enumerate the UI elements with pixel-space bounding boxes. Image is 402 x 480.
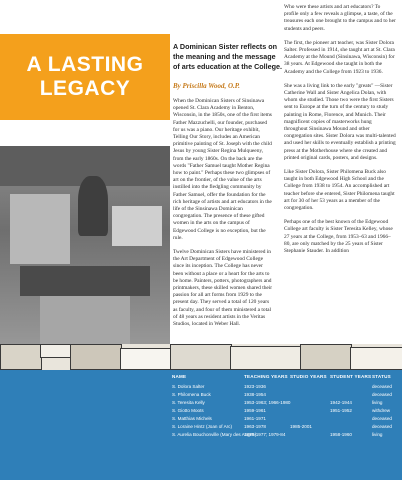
cell-name: S. Loraine Hintz (Joan of Arc) (172, 424, 233, 429)
paragraph: Who were these artists and art educators? To profile only a few reveals a glimpse, a taste, of the treasures each one brought to the campus and to her students and peers. (284, 4, 396, 32)
article-subtitle: A Dominican Sister reflects on the meaning and the message of arts education at the College. (173, 42, 283, 71)
cell-student-years: 1951-1952 (330, 408, 352, 413)
paragraph: She was a living link to the early "greats" —Sister Catherine Wall and Sister Angelica Dolan, with whom she studied. Those two were the first Sisters sent to Europe at the turn of the century to study painting in Rome, Florence, and Munich. Their magnificent copies of masterworks hung throughout Sinsinawa Mound and other congregation sites. Sister Dolora was multi-talented and used her skills to eventually establish a printing press at the Motherhouse where she created and printed original cards, posters, and designs. (284, 82, 396, 161)
paragraph: Like Sister Dolora, Sister Philomena Buck also taught in both Edgewood High School and the College from 1938 to 1954. An accomplished art teacher before she entered, Sister Philomena taught art for 30 of her 53 years as a member of the congregation. (284, 169, 395, 212)
cell-teaching-years: 1961-1971 (244, 416, 266, 421)
cell-student-years: 1942-1944 (330, 400, 352, 405)
table-row (172, 432, 396, 440)
cell-teaching-years: 1963-1978 (244, 424, 266, 429)
cell-status: deceased (372, 416, 392, 421)
cell-name: S. Philomena Buck (172, 392, 211, 397)
cell-status: living (372, 400, 383, 405)
cell-name: S. Teresita Kelly (172, 400, 205, 405)
cell-teaching-years: 1953-1963; 1966-1980 (244, 400, 291, 405)
cell-status: living (372, 432, 383, 437)
sisters-table-panel (0, 370, 402, 480)
table-row (172, 392, 396, 400)
paragraph: When the Dominican Sisters of Sinsinawa opened St. Clara Academy in Benton, Wisconsin, in the 1850s, one of the first items Father Mazzuchelli, our founder, purchased for us was a piano. Our heritage exhibit, Telling Our Story, includes an American primitive painting of St. Joseph with the child Jesus by young Sister Regina Mulqueeny, from the early 1860s. On the back are the words "Father Samuel taught Mother Regina how to paint." Perhaps these two glimpses of art on the frontier, of the value of the arts instilled into the fledgling community by Father Samuel, offer the foundation for the rich heritage of artists and art educators in the life of the Sinsinawa Dominican congregation. The presence of these gifted women in the arts on the campus of Edgewood College is no exception, but the rule. (173, 98, 272, 241)
cell-status: deceased (372, 384, 392, 389)
table-row (172, 416, 396, 424)
cell-name: S. Giotto Moots (172, 408, 204, 413)
cell-studio-years: 1985-2001 (290, 424, 312, 429)
title-banner (0, 34, 170, 120)
cell-status: deceased (372, 424, 392, 429)
title-line-1: A LASTING (26, 53, 144, 76)
column-header-status: STATUS (372, 374, 391, 379)
column-header-student-years: STUDENT YEARS (330, 374, 372, 379)
cell-status: withdrew (372, 408, 391, 413)
paragraph: The first, the pioneer art teacher, was Sister Dolora Salter. Professed in 1914, she taught art at St. Clara Academy at the Mound (Sinsinawa, Wisconsin) for 38 years. At Edgewood she taught in both the Academy and the College from 1923 to 1936. (284, 39, 395, 75)
table-row (172, 384, 396, 392)
stained-glass-artwork (0, 344, 402, 370)
column-header-name: NAME (172, 374, 187, 379)
cell-name: S. Dolora Salter (172, 384, 205, 389)
studio-photo (0, 146, 170, 358)
cell-teaching-years: 1959-1961 (244, 408, 266, 413)
cell-teaching-years: 1975-1977; 1979-84 (244, 432, 286, 437)
author-byline: By Priscilla Wood, O.P. (173, 82, 240, 90)
cell-student-years: 1958-1960 (330, 432, 352, 437)
paragraph: Twelve Dominican Sisters have ministered in the Art Department of Edgewood College since its inception. The College has never been without a place or a heart for the arts to be home. Painters, potters, photographers and printmakers, these skilled women shared their passion for all art forms from 1929 to the present day. They served a total of 120 years as faculty, and four of them ministered a total of 48 years as resident artists in the Veritas Studios, located in Weber Hall. (173, 249, 273, 328)
cell-name: S. Aurelia Bouchonville (Mary des Anges) (172, 432, 257, 437)
table-row (172, 424, 396, 432)
cell-teaching-years: 1938-1954 (244, 392, 266, 397)
table-row (172, 400, 396, 408)
cell-teaching-years: 1923-1936 (244, 384, 266, 389)
column-header-teaching-years: TEACHING YEARS (244, 374, 288, 379)
paragraph: Perhaps one of the best known of the Edgewood College art faculty is Sister Teresita Kelley, whose 27 years at the College, from 1953–63 and 1966–80, are only matched by the 25 years of Sister Stephanie Stauder. In addition (284, 219, 393, 255)
cell-status: deceased (372, 392, 392, 397)
column-header-studio-years: STUDIO YEARS (290, 374, 327, 379)
table-row (172, 408, 396, 416)
title-line-2: LEGACY (39, 77, 131, 100)
article-column-right (284, 4, 396, 262)
article-column-middle (173, 98, 273, 335)
cell-name: S. Matthias Michels (172, 416, 212, 421)
